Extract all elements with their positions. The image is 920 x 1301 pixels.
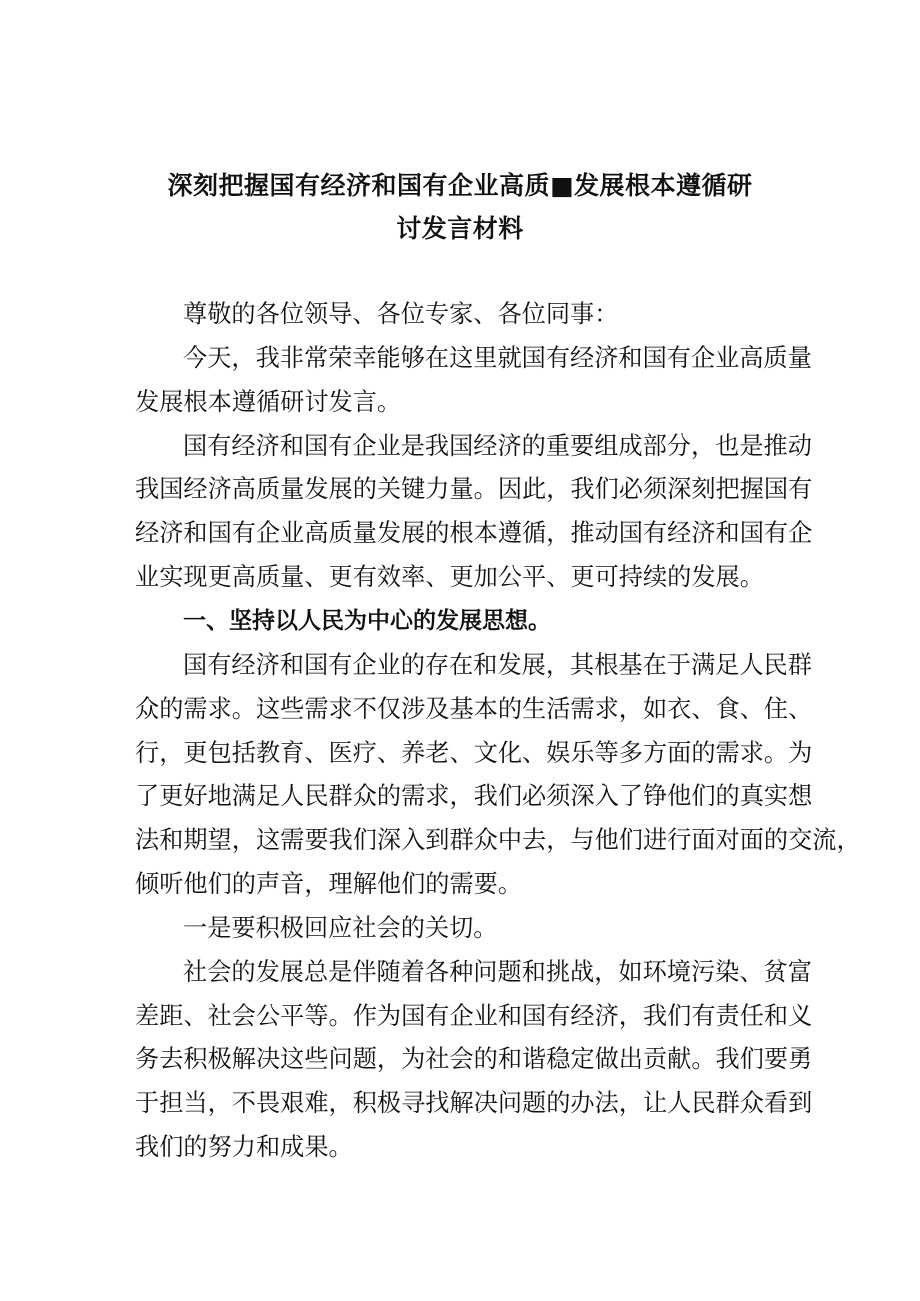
- paragraph-line: 经济和国有企业高质量发展的根本遵循，推动国有经济和国有企: [135, 519, 813, 547]
- paragraph-line: 了更好地满足人民群众的需求，我们必须深入了铮他们的真实想: [135, 782, 813, 810]
- paragraph-line: 发展根本遵循研讨发言。: [135, 388, 402, 416]
- paragraph-line: 倾听他们的声音，理解他们的需要。: [135, 870, 523, 898]
- paragraph-line: 今天，我非常荣幸能够在这里就国有经济和国有企业高质量: [183, 344, 812, 372]
- paragraph-line: 行，更包括教育、医疗、养老、文化、娱乐等多方面的需求。为: [135, 739, 813, 767]
- paragraph-line: 我国经济高质量发展的关键力量。因此，我们必须深刻把握国有: [135, 475, 813, 503]
- section-heading: 一、坚持以人民为中心的发展思想。: [183, 608, 551, 634]
- subsection-heading: 一是要积极回应社会的关切。: [183, 914, 498, 942]
- paragraph-line: 差距、社会公平等。作为国有企业和国有经济，我们有责任和义: [135, 1002, 813, 1030]
- salutation: 尊敬的各位领导、各位专家、各位同事：: [183, 300, 619, 328]
- paragraph-line: 业实现更高质量、更有效率、更加公平、更可持续的发展。: [135, 563, 764, 591]
- paragraph-line: 国有经济和国有企业是我国经济的重要组成部分，也是推动: [183, 432, 812, 460]
- paragraph-line: 国有经济和国有企业的存在和发展，其根基在于满足人民群: [183, 651, 812, 679]
- document-title-line-2: 讨发言材料: [396, 214, 524, 243]
- paragraph-line: 务去积极解决这些问题，为社会的和谐稳定做出贡献。我们要勇: [135, 1045, 813, 1073]
- paragraph-line: 我们的努力和成果。: [135, 1133, 353, 1161]
- paragraph-line: 于担当，不畏艰难，积极寻找解决问题的办法，让人民群众看到: [135, 1089, 813, 1117]
- paragraph-line: 法和期望，这需要我们深入到群众中去，与他们进行面对面的交流，: [135, 826, 861, 854]
- document-title-line-1: 深刻把握国有经济和国有企业高质■发展根本遵循研: [167, 171, 753, 200]
- paragraph-line: 社会的发展总是伴随着各种问题和挑战，如环境污染、贫富: [183, 958, 812, 986]
- paragraph-line: 众的需求。这些需求不仅涉及基本的生活需求，如衣、食、住、: [135, 695, 813, 723]
